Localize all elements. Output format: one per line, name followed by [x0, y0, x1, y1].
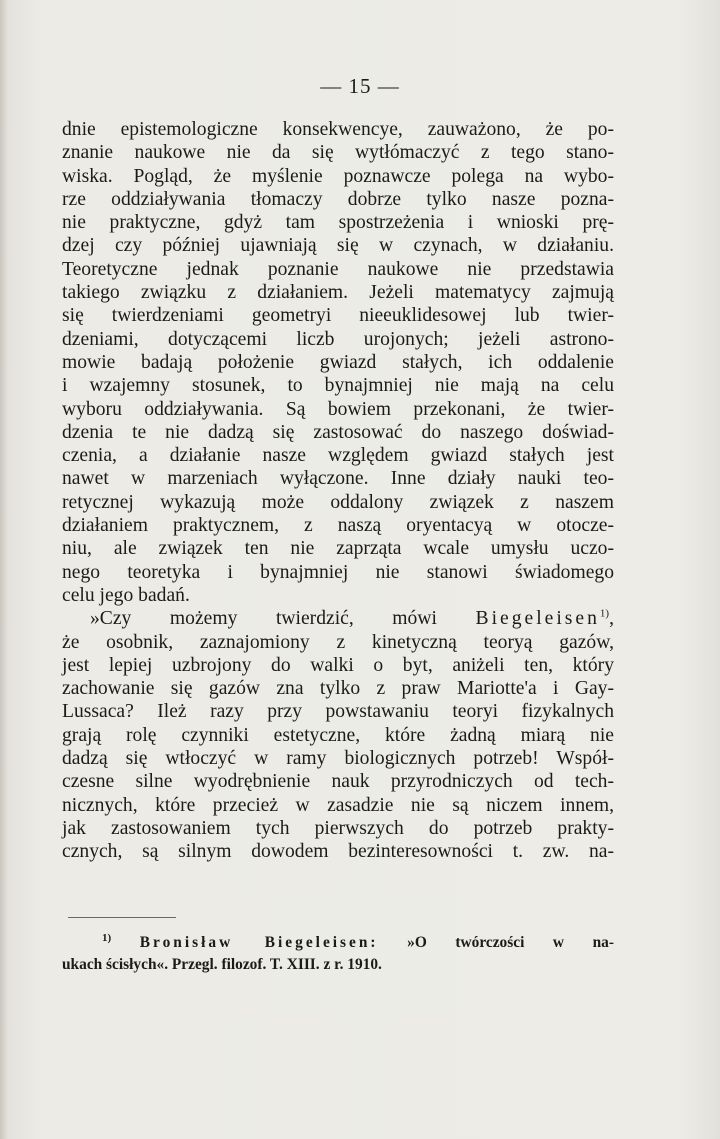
text-line: i wzajemny stosunek, to bynajmniej nie mają na celu [62, 375, 614, 397]
text-line: cznych, są silnym dowodem bezinteresowności t. zw. na- [62, 841, 614, 863]
footnote-marker: 1) [102, 931, 112, 944]
footnote-reference[interactable]: 1) [599, 607, 610, 620]
footnote-line [62, 932, 614, 954]
text-line: nie praktyczne, gdyż tam spostrzeżenia i wnioski prę- [62, 212, 614, 234]
text-line: czenia, a działanie nasze względem gwiazd stałych jest [62, 445, 614, 467]
text-line: dzej czy później ujawniają się w czynach, w działaniu. [62, 235, 614, 257]
footnote [62, 932, 614, 976]
text-line: znanie naukowe nie da się wytłómaczyć z tego stano- [62, 142, 614, 164]
quote-line-end: , [609, 608, 614, 630]
text-line: Teoretyczne jednak poznanie naukowe nie przedstawia [62, 258, 614, 280]
footnote-author: Bronisław Biegeleisen: [139, 934, 379, 951]
text-line: jak zastosowaniem tych pierwszych do potrzeb prakty- [62, 817, 614, 839]
quote-line-start: »Czy możemy twierdzić, mówi [90, 608, 437, 630]
text-line: wyboru oddziaływania. Są bowiem przekonani, że twier- [62, 398, 614, 420]
text-line: mowie badają położenie gwiazd stałych, ich oddalenie [62, 351, 614, 373]
text-line: nawet w marzeniach wyłączone. Inne działy nauki teo- [62, 468, 614, 490]
text-line: grają rolę czynniki estetyczne, które żadną miarą nie [62, 724, 614, 746]
footnote-title-start: »O twórczości w na- [407, 934, 614, 951]
text-line: nicznych, które przecież w zasadzie nie są niczem innem, [62, 794, 614, 816]
text-line: rze oddziaływania tłomaczy dobrze tylko nasze pozna- [62, 188, 614, 210]
text-line: zachowanie się gazów zna tylko z praw Mariotte'a i Gay- [62, 678, 614, 700]
text-line: się twierdzeniami geometryi nieeuklidesowej lub twier- [62, 305, 614, 327]
page-number: — 15 — [320, 74, 400, 98]
text-line: jest lepiej uzbrojony do walki o byt, aniżeli ten, który [62, 654, 614, 676]
text-line: dnie epistemologiczne konsekwencye, zauważono, że po- [62, 119, 614, 140]
main-text [62, 118, 614, 864]
text-line: nego teoretyka i bynajmniej nie stanowi świadomego [62, 561, 614, 583]
footnote-divider [68, 917, 176, 918]
footnote-line: ukach ścisłych«. Przegl. filozof. T. XIII. z r. 1910. [62, 956, 382, 973]
text-line: dzeniami, dotyczącemi liczb urojonych; jeżeli astrono- [62, 328, 614, 350]
text-line: celu jego badań. [62, 584, 190, 606]
text-line: wiska. Pogląd, że myślenie poznawcze polega na wybo- [62, 165, 614, 187]
text-line: retycznej wykazują może oddalony związek z naszem [62, 491, 614, 513]
text-line: niu, ale związek ten nie zaprząta wcale umysłu uczo- [62, 538, 614, 560]
text-line: takiego związku z działaniem. Jeżeli matematycy zajmują [62, 282, 614, 304]
text-line: dadzą się wtłoczyć w ramy biologicznych potrzeb! Współ- [62, 748, 614, 770]
quote-intro-line [62, 607, 614, 630]
text-line: czesne silne wyodrębnienie nauk przyrodniczych od tech- [62, 771, 614, 793]
quote-author: Biegeleisen [475, 608, 600, 630]
text-line: dzenia te nie dadzą się zastosować do naszego doświad- [62, 421, 614, 443]
text-line: działaniem praktycznem, z naszą oryentacyą w otocze- [62, 515, 614, 537]
text-line: że osobnik, zaznajomiony z kinetyczną teoryą gazów, [62, 631, 614, 653]
text-line: Lussaca? Ileż razy przy powstawaniu teoryi fizykalnych [62, 701, 614, 723]
